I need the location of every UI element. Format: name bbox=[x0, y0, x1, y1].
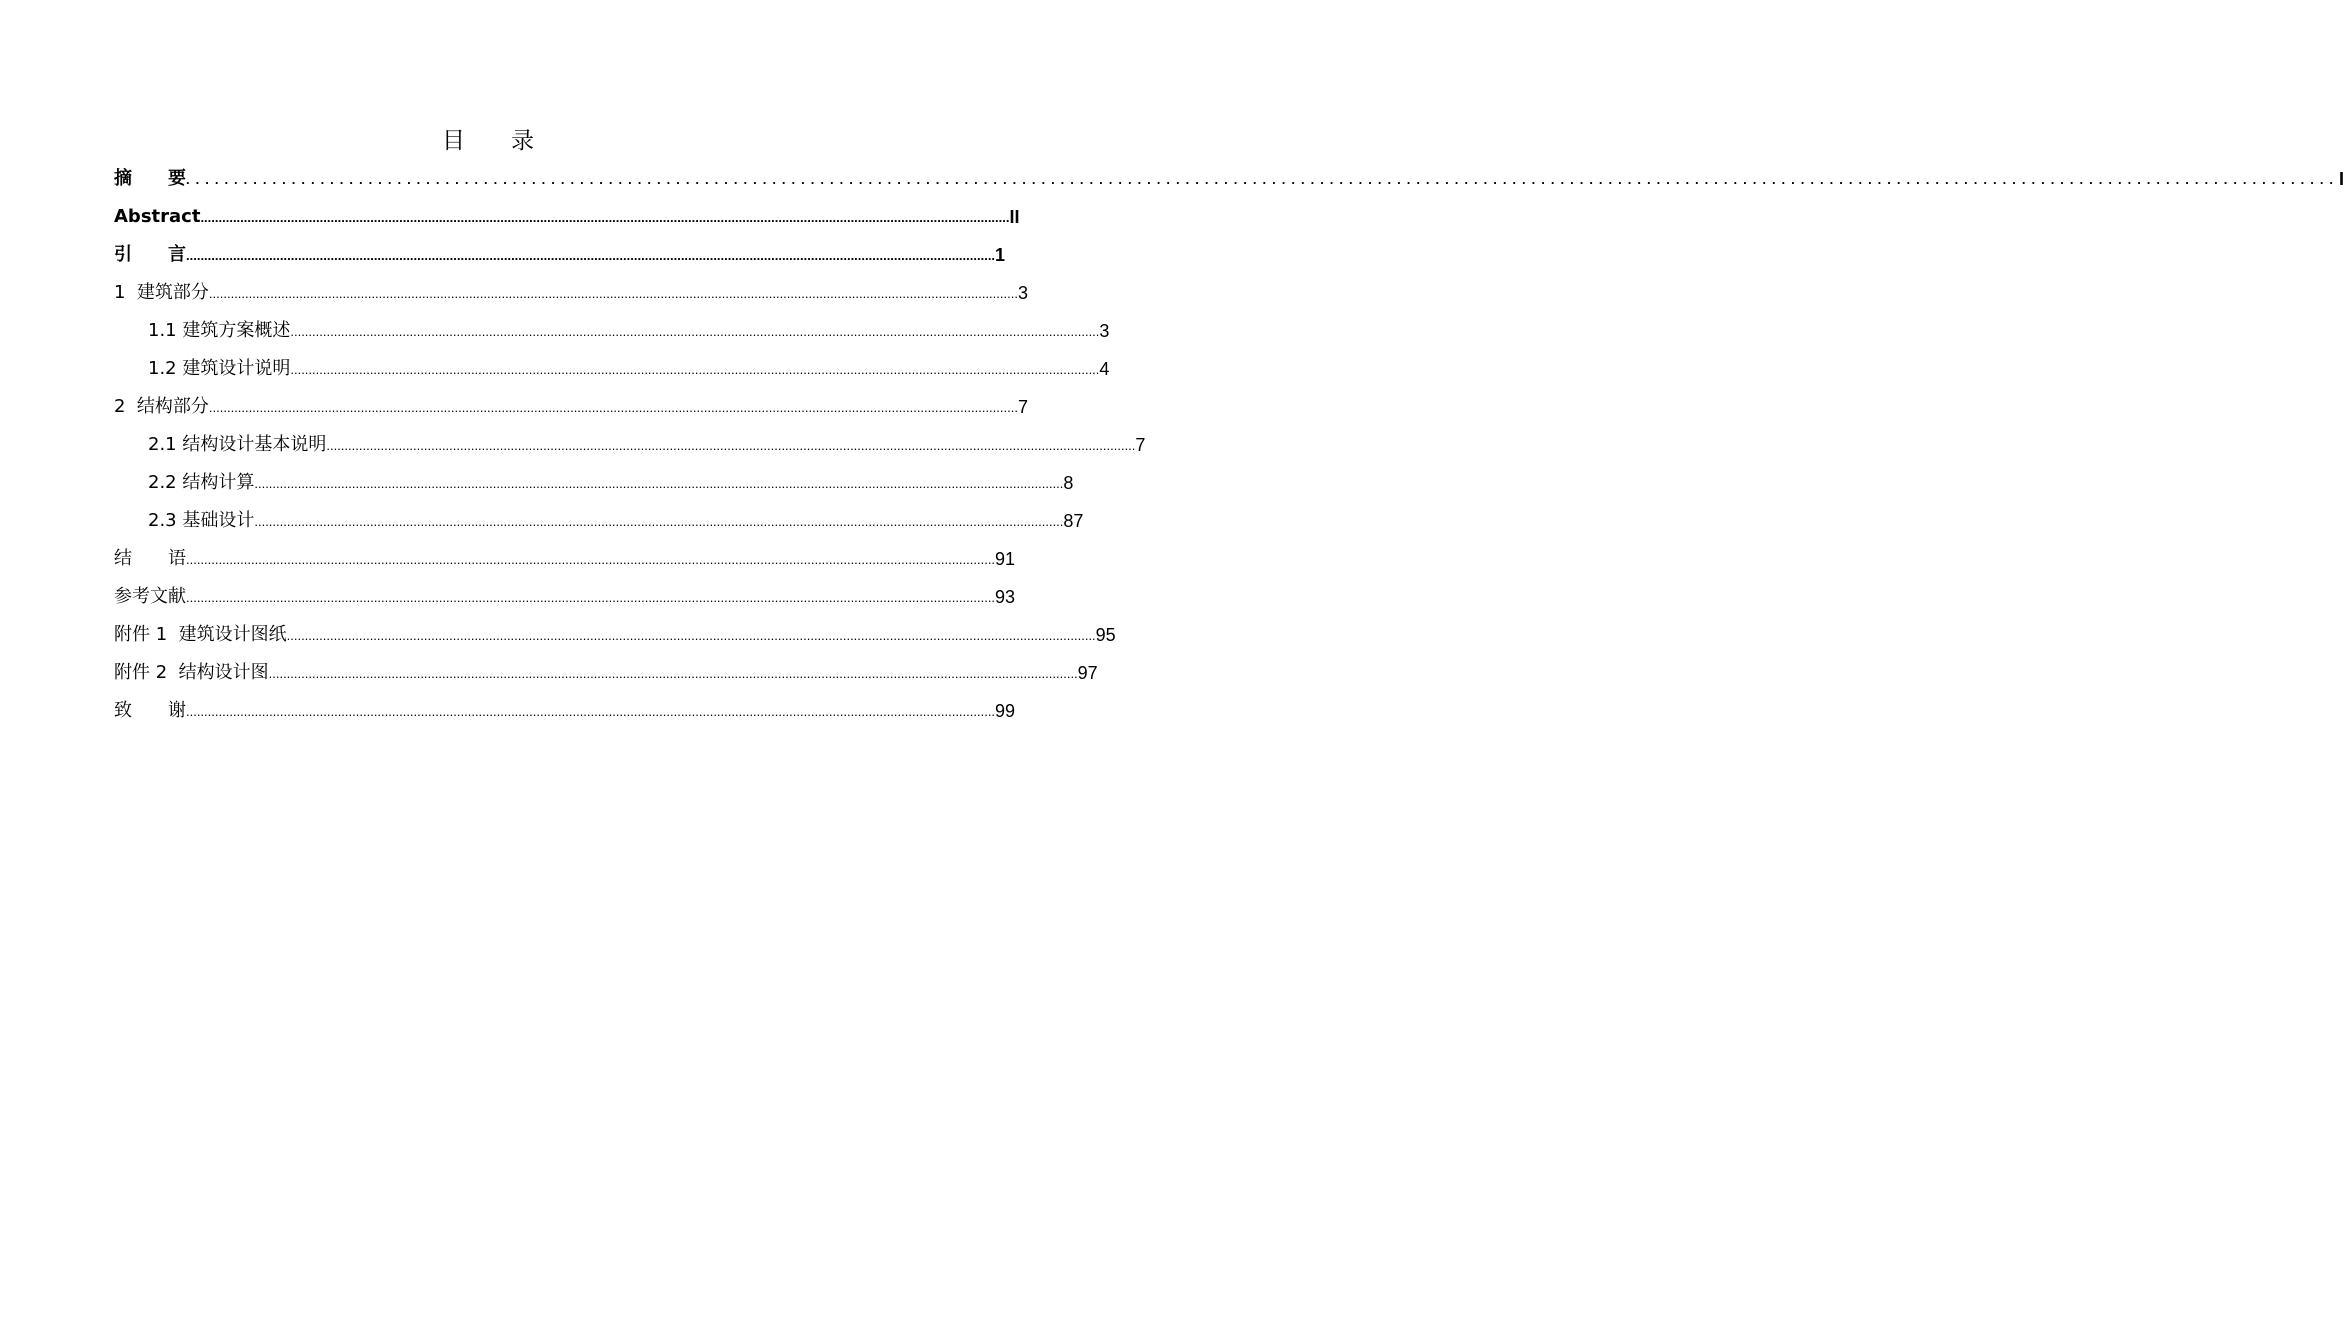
toc-dot-leader: ................................................................................................................................................................................................................................ bbox=[200, 210, 1010, 225]
toc-entry-label: Abstract bbox=[114, 206, 201, 227]
toc-entry-page-number: 8 bbox=[1063, 473, 1074, 493]
toc-entry[interactable] bbox=[114, 616, 1116, 654]
toc-entry[interactable] bbox=[114, 692, 1016, 730]
toc-entry[interactable] bbox=[114, 426, 1146, 464]
toc-entry-label: 2.3 基础设计 bbox=[148, 510, 255, 531]
toc-entry-label: 1.1 建筑方案概述 bbox=[148, 320, 291, 341]
toc-dot-leader: ................................................................................................................................................................................................................................ bbox=[186, 590, 996, 605]
toc-entry[interactable] bbox=[114, 160, 2344, 198]
toc-entry-label: 2.2 结构计算 bbox=[148, 472, 255, 493]
toc-entry-label: 1 建筑部分 bbox=[114, 282, 209, 303]
toc-entry-label: 摘 要 bbox=[114, 168, 186, 189]
toc-entry[interactable] bbox=[114, 198, 1020, 236]
toc-entry[interactable] bbox=[114, 312, 1110, 350]
toc-title: 目 录 bbox=[442, 128, 534, 154]
toc-entry[interactable] bbox=[114, 274, 1028, 312]
toc-dot-leader: ................................................................................................................................................................................................................................ bbox=[326, 438, 1136, 453]
toc-entry-label: 参考文献 bbox=[114, 586, 186, 607]
toc-entry-page-number: 99 bbox=[995, 701, 1016, 721]
toc-dot-leader: ................................................................................................................................................................................................................................ bbox=[208, 286, 1018, 301]
toc-dot-leader: ................................................................................................................................................................................................................................ bbox=[254, 514, 1064, 529]
toc-entry-page-number: 7 bbox=[1135, 435, 1146, 455]
toc-entry[interactable] bbox=[114, 464, 1074, 502]
toc-entry-page-number: 87 bbox=[1063, 511, 1084, 531]
toc-entry-label: 附件 1 建筑设计图纸 bbox=[114, 624, 287, 645]
toc-dot-leader: ................................................................................................................................................................................................................................ bbox=[286, 628, 1096, 643]
toc-dot-leader: ................................................................................................................................................................................................................................ bbox=[208, 400, 1018, 415]
toc-entry-label: 引 言 bbox=[114, 244, 186, 265]
toc-entry[interactable] bbox=[114, 502, 1084, 540]
toc-entry-page-number: 7 bbox=[1017, 397, 1028, 417]
toc-entry-page-number: 95 bbox=[1095, 625, 1116, 645]
toc-dot-leader: ................................................................................................................................................................................................................................ bbox=[290, 362, 1100, 377]
toc-entry-label: 2.1 结构设计基本说明 bbox=[148, 434, 327, 455]
toc-entry-page-number: II bbox=[1009, 207, 1020, 227]
toc-entry-label: 1.2 建筑设计说明 bbox=[148, 358, 291, 379]
toc-entry-label: 结 语 bbox=[114, 548, 186, 569]
toc-dot-leader: ................................................................................................................................................................................................................................ bbox=[186, 704, 996, 719]
toc-entry-page-number: 93 bbox=[995, 587, 1016, 607]
toc-dot-leader: ................................................................................................................................................................................................................................ bbox=[268, 666, 1078, 681]
toc-entry-label: 致 谢 bbox=[114, 700, 186, 721]
toc-dot-leader: ................................................................................................................................................................................................................................ bbox=[186, 248, 996, 263]
toc-entry[interactable] bbox=[114, 578, 1016, 616]
toc-entry[interactable] bbox=[114, 654, 1098, 692]
toc-entry-label: 2 结构部分 bbox=[114, 396, 209, 417]
toc-entry-page-number: 1 bbox=[995, 245, 1006, 265]
toc-dot-leader: ................................................................................................................................................................................................................................ bbox=[186, 172, 2340, 187]
table-of-contents bbox=[114, 160, 2344, 730]
toc-entry-page-number: I bbox=[2339, 169, 2344, 189]
toc-dot-leader: ................................................................................................................................................................................................................................ bbox=[254, 476, 1064, 491]
toc-entry-page-number: 97 bbox=[1077, 663, 1098, 683]
toc-entry-page-number: 3 bbox=[1099, 321, 1110, 341]
toc-entry[interactable] bbox=[114, 388, 1028, 426]
toc-entry-label: 附件 2 结构设计图 bbox=[114, 662, 269, 683]
toc-dot-leader: ................................................................................................................................................................................................................................ bbox=[290, 324, 1100, 339]
toc-entry[interactable] bbox=[114, 350, 1110, 388]
toc-entry-page-number: 91 bbox=[995, 549, 1016, 569]
toc-dot-leader: ................................................................................................................................................................................................................................ bbox=[186, 552, 996, 567]
toc-entry-page-number: 3 bbox=[1017, 283, 1028, 303]
toc-entry[interactable] bbox=[114, 540, 1016, 578]
toc-entry[interactable] bbox=[114, 236, 1006, 274]
toc-entry-page-number: 4 bbox=[1099, 359, 1110, 379]
